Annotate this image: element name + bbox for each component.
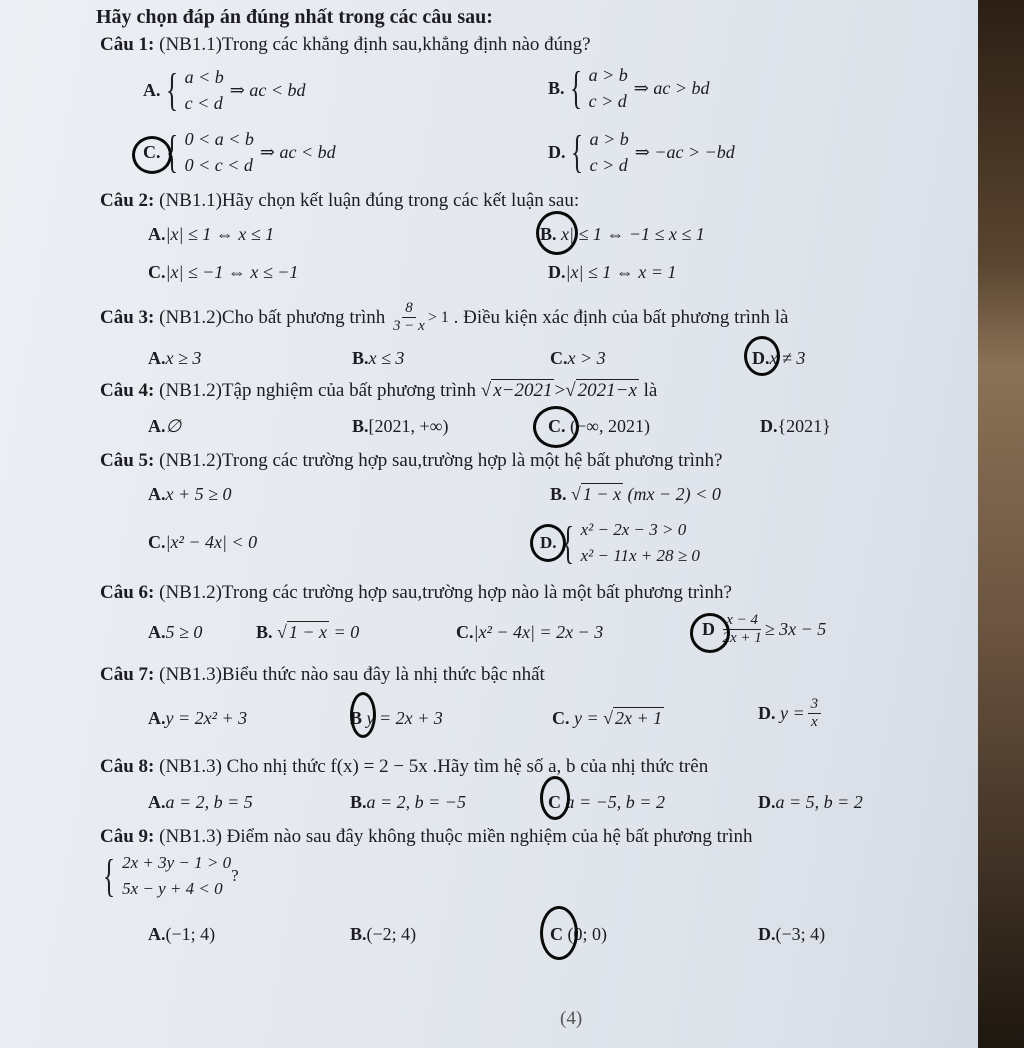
question-6 [100, 582, 732, 604]
option-1b [548, 62, 709, 114]
option-expr: y = [574, 708, 604, 728]
option-letter: A. [148, 484, 166, 504]
brace: { [165, 126, 178, 177]
implication: ⇒ ac > bd [633, 77, 710, 98]
option-expr: x ≤ 3 [368, 348, 405, 368]
option-6c [456, 622, 603, 643]
option-1c [143, 126, 336, 178]
option-letter: D. [758, 792, 776, 812]
option-letter: A. [148, 708, 166, 728]
option-expr: (0; 0) [567, 924, 607, 944]
option-letter: D. [752, 348, 770, 368]
option-expr: y = 2x² + 3 [165, 708, 248, 728]
option-expr: 5 ≥ 0 [165, 622, 203, 642]
question-label: Câu 9: [100, 826, 155, 847]
option-7b [350, 708, 443, 729]
question-1 [100, 34, 591, 56]
question-4: Câu 4: (NB1.2)Tập nghiệm của bất phương trình √ x−2021 > √ 2021−x là [100, 380, 658, 401]
option-expr: |x² − 4x| = 2x − 3 [473, 622, 604, 642]
option-expr: {2021} [777, 416, 831, 436]
option-7d [758, 696, 824, 731]
option-letter: D. [758, 924, 776, 944]
option-expr: |x| ≤ 1 ⇔ x = 1 [565, 262, 677, 282]
question-text: (NB1.1)Hãy chọn kết luận đúng trong các kết luận sau: [159, 190, 580, 211]
option-letter: A. [148, 924, 166, 944]
fraction-denominator: 2x + 1 [722, 630, 762, 646]
option-letter: B. [548, 77, 565, 98]
implication: ⇒ ac < bd [229, 79, 306, 100]
option-expr: (−∞, 2021) [570, 416, 650, 436]
background-table-edge [978, 0, 1024, 1048]
option-expr: = 0 [333, 622, 360, 642]
option-expr: y = [780, 703, 805, 723]
question-text: (NB1.2)Tập nghiệm của bất phương trình [159, 380, 477, 401]
option-expr: x + 5 ≥ 0 [165, 484, 232, 504]
option-letter: C. [148, 532, 166, 552]
question-text: . Điều kiện xác định của bất phương trình là [453, 306, 789, 328]
radicand: x−2021 [493, 380, 553, 401]
brace: { [570, 126, 583, 177]
brace: { [165, 64, 178, 115]
brace: { [561, 517, 574, 568]
option-8b [350, 792, 466, 813]
option-letter: D. [548, 141, 566, 162]
option-expr: x ≠ 3 [769, 348, 806, 368]
system-row: 0 < a < b [184, 129, 254, 149]
option-letter: B. [550, 484, 567, 504]
option-expr: |x| ≤ −1 ⇔ x ≤ −1 [165, 262, 299, 282]
radicand: 1 − x [582, 484, 622, 504]
question-2 [100, 190, 579, 212]
option-letter: C. [550, 348, 568, 368]
implication: ⇒ −ac > −bd [634, 141, 735, 162]
option-letter: A. [143, 79, 161, 100]
option-9d [758, 924, 825, 945]
option-5d [540, 517, 700, 569]
system-row: c < d [184, 93, 223, 113]
option-expr: |x| ≤ 1 ⇔ x ≤ 1 [165, 224, 275, 244]
page-number: (4) [560, 1008, 583, 1029]
option-letter: C. [148, 262, 166, 282]
option-letter: C. [548, 416, 566, 436]
option-2a [148, 224, 274, 245]
option-letter: D. [540, 533, 557, 552]
option-6a [148, 622, 202, 643]
fraction-denominator: 3 − x [393, 318, 425, 334]
option-5b: B. √ 1 − x (mx − 2) < 0 [550, 484, 721, 504]
option-expr: ≥ 3x − 5 [764, 619, 827, 639]
fraction [723, 612, 762, 647]
option-letter: C. [143, 141, 161, 162]
option-expr: |x² − 4x| < 0 [165, 532, 258, 552]
option-letter: B. [256, 622, 273, 642]
option-expr: [2021, +∞) [368, 416, 449, 436]
system-row: x² − 11x + 28 ≥ 0 [580, 546, 700, 565]
option-9a [148, 924, 215, 945]
fraction-numerator: x − 4 [723, 612, 761, 630]
system-row: a > b [589, 129, 629, 149]
fraction-numerator: 3 [808, 696, 822, 714]
option-3b [352, 348, 404, 369]
system-row: a > b [588, 65, 628, 85]
option-letter: D. [758, 703, 776, 723]
implication: ⇒ ac < bd [259, 141, 336, 162]
option-letter: A. [148, 224, 166, 244]
question-text: (NB1.3) Điểm nào sau đây không thuộc miền nghiệm của hệ bất phương trình [159, 826, 753, 847]
option-expr: (−1; 4) [165, 924, 216, 944]
question-text: (NB1.2)Trong các trường hợp sau,trường hợp nào là một bất phương trình? [159, 582, 732, 603]
option-3a [148, 348, 201, 369]
option-expr: (−2; 4) [366, 924, 417, 944]
option-expr: a = 5, b = 2 [775, 792, 863, 812]
option-letter: C. [552, 708, 570, 728]
system-row: c > d [589, 155, 628, 175]
option-8c [548, 792, 665, 813]
question-text: (NB1.2)Cho bất phương trình [159, 306, 386, 328]
question-9 [100, 826, 753, 848]
option-expr: (−3; 4) [775, 924, 826, 944]
option-letter: C. [456, 622, 474, 642]
option-expr: x| ≤ 1 ⇔ −1 ≤ x ≤ 1 [561, 224, 705, 244]
option-letter: B [350, 708, 363, 728]
option-expr: a = −5, b = 2 [565, 792, 665, 812]
instructions-header: Hãy chọn đáp án đúng nhất trong các câu sau: [96, 6, 493, 28]
option-7c: C. y = √ 2x + 1 [552, 708, 663, 728]
question-text: (NB1.3)Biểu thức nào sau đây là nhị thức bậc nhất [159, 664, 545, 685]
fraction [393, 300, 425, 335]
question-label: Câu 8: [100, 756, 155, 777]
option-2d [548, 262, 676, 283]
option-letter: D. [548, 262, 566, 282]
question-5 [100, 450, 722, 472]
option-letter: A. [148, 416, 166, 436]
option-letter: A. [148, 622, 166, 642]
question-label: Câu 4: [100, 380, 155, 401]
question-7 [100, 664, 545, 686]
question-label: Câu 2: [100, 190, 155, 211]
question-8 [100, 756, 708, 778]
option-3d [752, 348, 805, 369]
inequality-op: > [554, 380, 566, 401]
option-4d [760, 416, 831, 437]
question-label: Câu 1: [100, 34, 155, 55]
inequality-op: > 1 [427, 308, 449, 326]
option-3c [550, 348, 606, 369]
system-row: 2x + 3y − 1 > 0 [122, 853, 232, 872]
system-row: 0 < c < d [184, 155, 253, 175]
question-label: Câu 6: [100, 582, 155, 603]
option-letter: B. [352, 416, 369, 436]
option-8d [758, 792, 863, 813]
option-expr: ∅ [165, 416, 182, 436]
option-letter: B. [350, 792, 367, 812]
option-letter: D [702, 619, 715, 639]
option-9c [550, 924, 607, 945]
question-text: (NB1.2)Trong các trường hợp sau,trường hợp là một hệ bất phương trình? [159, 450, 723, 471]
option-1a [143, 64, 305, 116]
option-2c [148, 262, 298, 283]
option-6b: B. √ 1 − x = 0 [256, 622, 360, 642]
option-letter: A. [148, 792, 166, 812]
option-expr: x ≥ 3 [165, 348, 202, 368]
option-4b [352, 416, 449, 437]
question-9-system [98, 850, 239, 902]
option-expr: y = 2x + 3 [366, 708, 443, 728]
option-letter: A. [148, 348, 166, 368]
question-text: (NB1.1)Trong các khẳng định sau,khẳng định nào đúng? [159, 34, 591, 55]
option-letter: C [550, 924, 563, 944]
radicand: 2021−x [577, 380, 637, 401]
question-text: (NB1.3) Cho nhị thức f(x) = 2 − 5x .Hãy tìm hệ số a, b của nhị thức trên [159, 756, 709, 777]
fraction-denominator: x [811, 714, 818, 730]
option-letter: D. [760, 416, 778, 436]
brace: { [569, 62, 582, 113]
option-letter: C [548, 792, 561, 812]
system-row: a < b [184, 67, 224, 87]
option-8a [148, 792, 253, 813]
option-5c [148, 532, 257, 553]
option-letter: B. [540, 224, 557, 244]
radicand: 1 − x [288, 622, 328, 642]
system-row: x² − 2x − 3 > 0 [580, 520, 687, 539]
option-letter: B. [352, 348, 369, 368]
question-label: Câu 7: [100, 664, 155, 685]
option-4c [548, 416, 650, 437]
system-row: 5x − y + 4 < 0 [122, 879, 223, 898]
question-text: là [643, 380, 658, 401]
option-expr: x > 3 [567, 348, 606, 368]
radicand: 2x + 1 [615, 708, 663, 728]
fraction-numerator: 8 [402, 300, 416, 318]
option-5a [148, 484, 232, 505]
option-4a [148, 416, 181, 437]
option-6d [702, 612, 826, 647]
question-3 [100, 300, 788, 335]
option-2b [540, 224, 705, 245]
system-row: c > d [588, 91, 627, 111]
option-expr: a = 2, b = 5 [165, 792, 253, 812]
question-label: Câu 3: [100, 306, 155, 328]
fraction [808, 696, 822, 731]
option-9b [350, 924, 416, 945]
brace: { [102, 850, 116, 901]
question-label: Câu 5: [100, 450, 155, 471]
option-expr: a = 2, b = −5 [366, 792, 466, 812]
option-1d [548, 126, 735, 178]
option-7a [148, 708, 247, 729]
option-expr: (mx − 2) < 0 [627, 484, 721, 504]
question-mark: ? [231, 866, 239, 885]
option-letter: B. [350, 924, 367, 944]
